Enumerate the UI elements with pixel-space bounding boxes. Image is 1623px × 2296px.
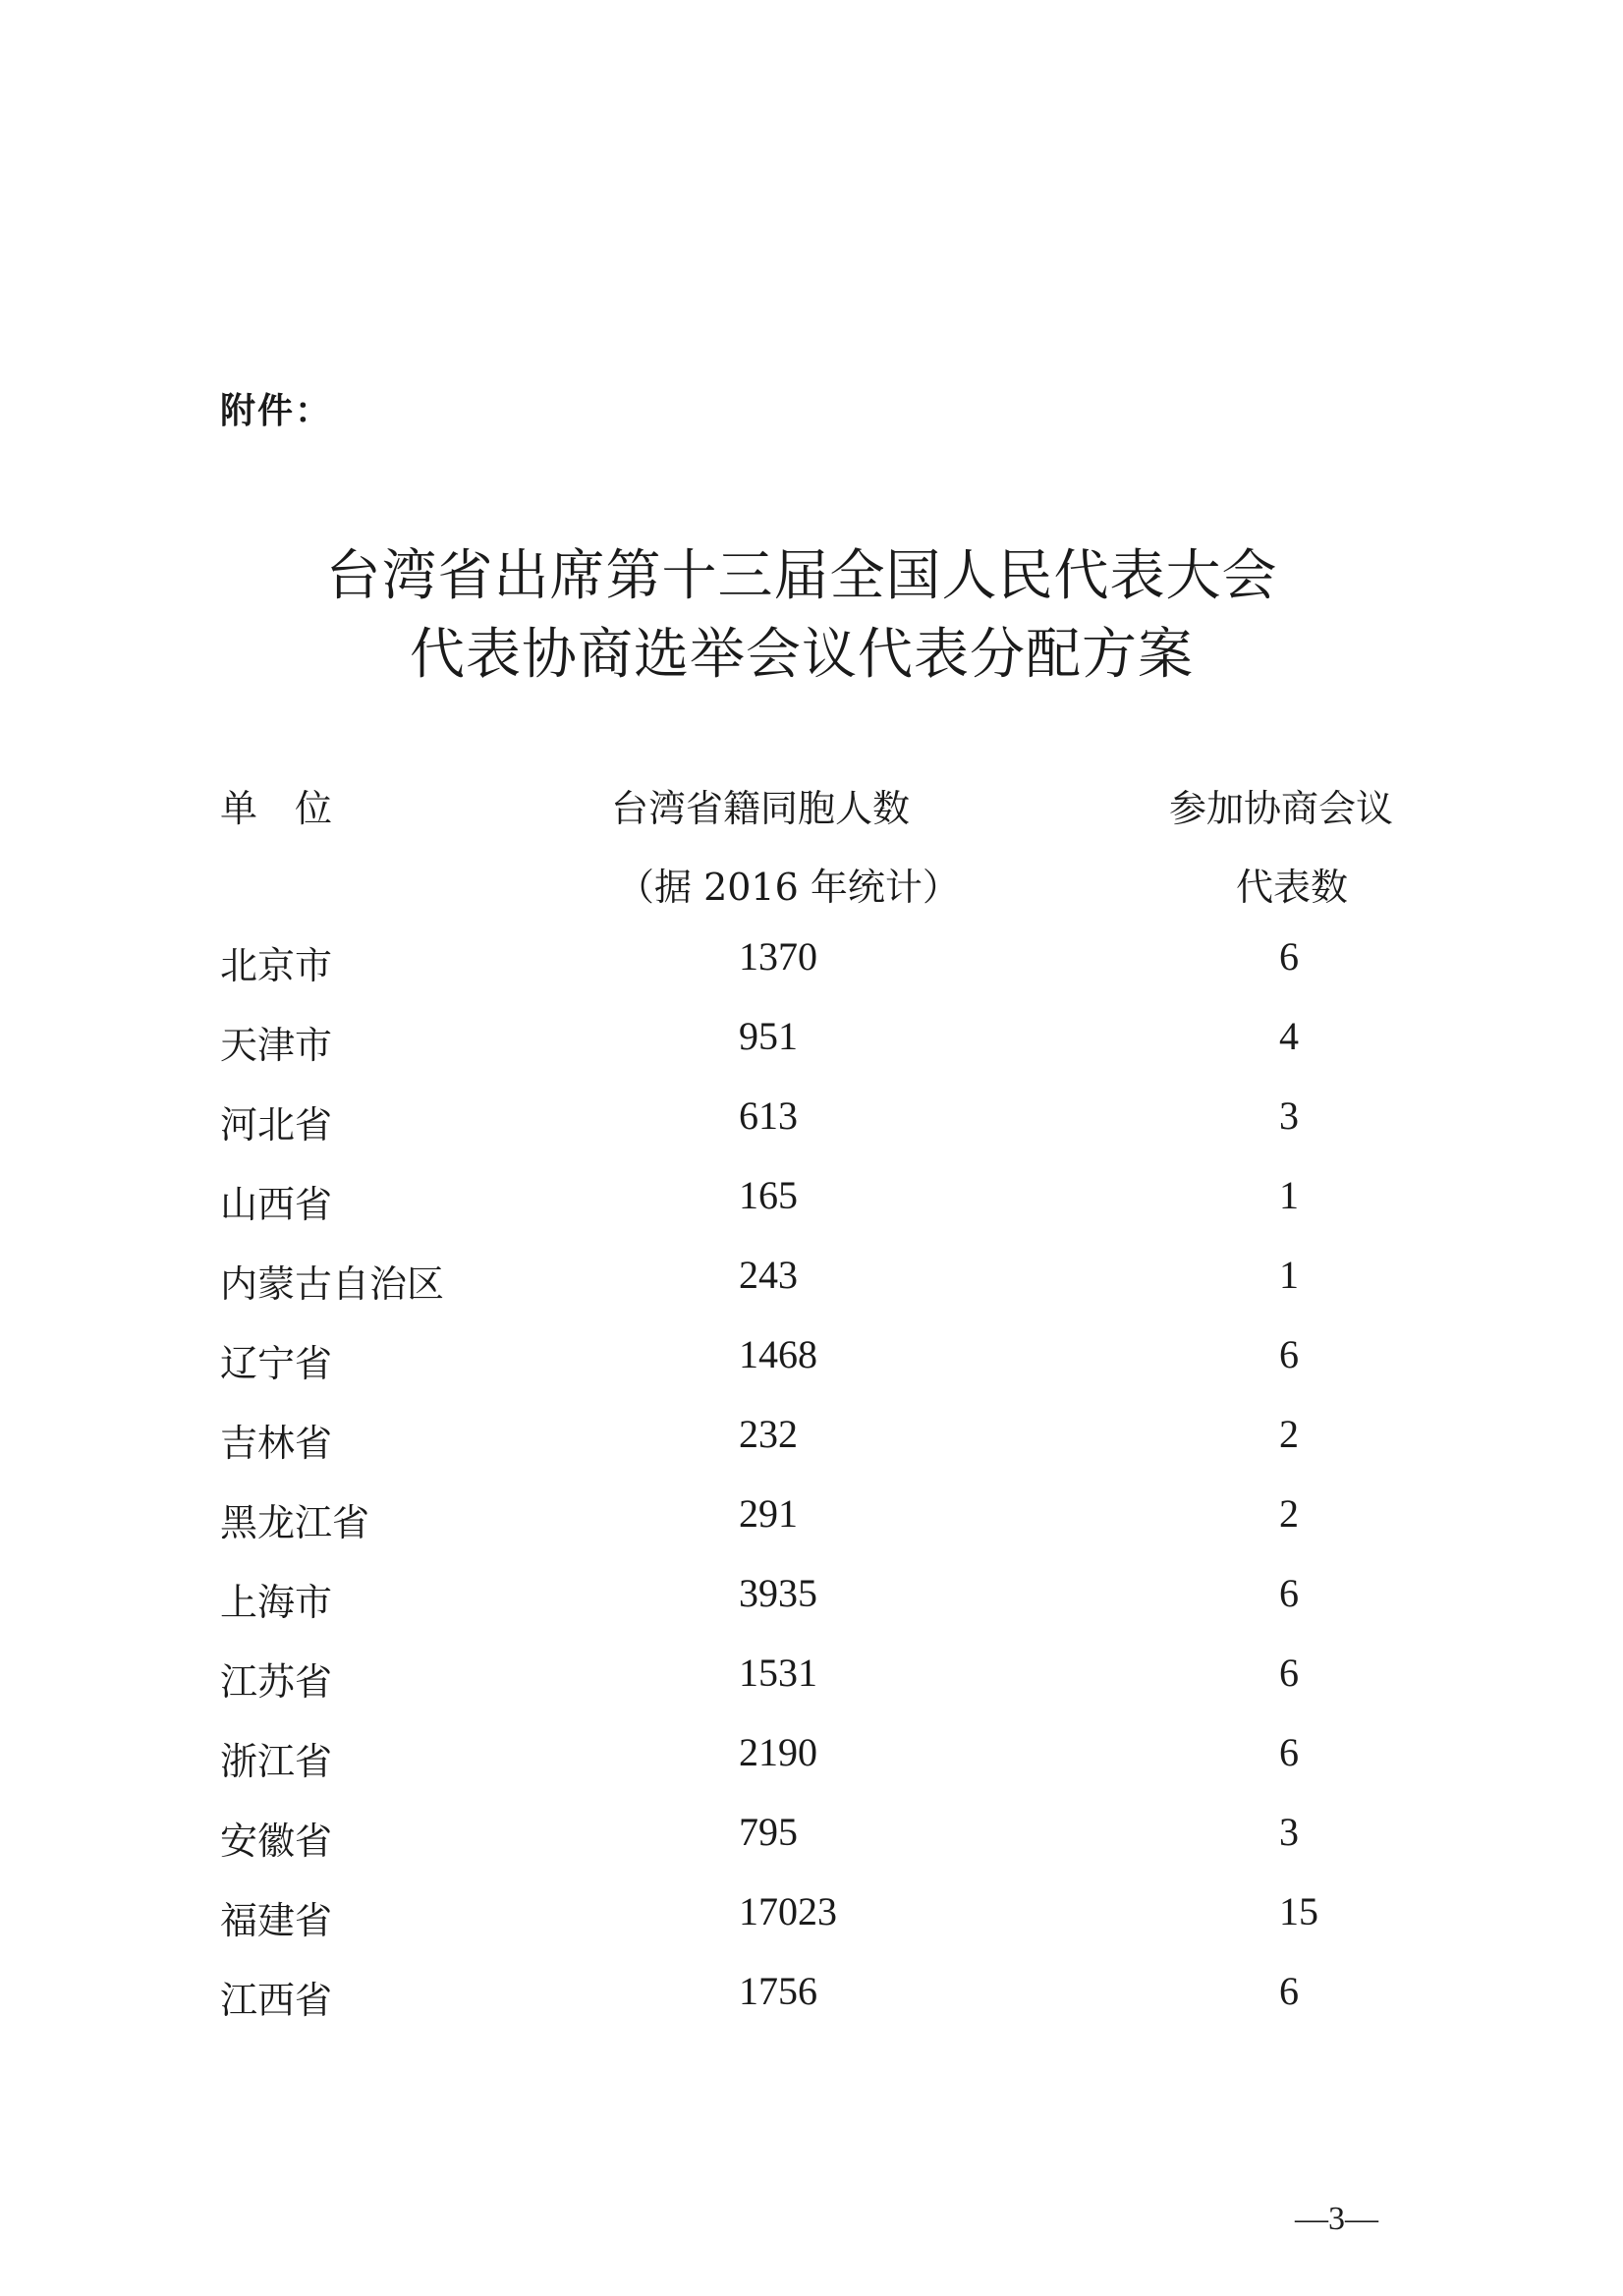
population-cell: 1756 bbox=[739, 1969, 817, 2013]
delegates-cell: 15 bbox=[1279, 1889, 1318, 1933]
population-cell: 1531 bbox=[739, 1651, 817, 1695]
population-cell: 1370 bbox=[739, 934, 817, 979]
unit-cell: 江西省 bbox=[220, 1979, 333, 2022]
delegates-cell: 3 bbox=[1279, 1810, 1299, 1854]
population-cell: 291 bbox=[739, 1491, 798, 1536]
population-cell: 951 bbox=[739, 1014, 798, 1058]
delegates-cell: 6 bbox=[1279, 1651, 1299, 1695]
unit-cell: 浙江省 bbox=[220, 1740, 333, 1783]
delegates-cell: 1 bbox=[1279, 1253, 1299, 1297]
unit-cell: 天津市 bbox=[220, 1024, 333, 1067]
page-number: —3— bbox=[1295, 2201, 1378, 2237]
population-cell: 232 bbox=[739, 1412, 798, 1456]
population-cell: 243 bbox=[739, 1253, 798, 1297]
attachment-label: 附件： bbox=[220, 391, 333, 431]
unit-cell: 上海市 bbox=[220, 1581, 333, 1624]
unit-cell: 吉林省 bbox=[220, 1422, 333, 1465]
delegates-cell: 2 bbox=[1279, 1412, 1299, 1456]
header-population: 台湾省籍同胞人数 bbox=[611, 787, 911, 830]
unit-cell: 北京市 bbox=[220, 944, 333, 987]
document-title-line-2: 代表协商选举会议代表分配方案 bbox=[410, 623, 1194, 687]
delegates-cell: 4 bbox=[1279, 1014, 1299, 1058]
delegates-cell: 1 bbox=[1279, 1173, 1299, 1217]
unit-cell: 内蒙古自治区 bbox=[220, 1262, 445, 1306]
delegates-cell: 6 bbox=[1279, 1969, 1299, 2013]
population-cell: 165 bbox=[739, 1173, 798, 1217]
delegates-cell: 6 bbox=[1279, 934, 1299, 979]
population-cell: 1468 bbox=[739, 1332, 817, 1376]
header-unit: 单 位 bbox=[220, 787, 333, 830]
unit-cell: 黑龙江省 bbox=[220, 1501, 370, 1544]
population-cell: 795 bbox=[739, 1810, 798, 1854]
unit-cell: 山西省 bbox=[220, 1183, 333, 1226]
population-cell: 17023 bbox=[739, 1889, 837, 1933]
population-cell: 3935 bbox=[739, 1571, 817, 1615]
unit-cell: 福建省 bbox=[220, 1899, 333, 1942]
delegates-cell: 6 bbox=[1279, 1730, 1299, 1774]
delegates-cell: 2 bbox=[1279, 1491, 1299, 1536]
delegates-cell: 6 bbox=[1279, 1332, 1299, 1376]
population-cell: 2190 bbox=[739, 1730, 817, 1774]
unit-cell: 安徽省 bbox=[220, 1820, 333, 1863]
header-delegates: 参加协商会议 bbox=[1169, 787, 1394, 830]
unit-cell: 江苏省 bbox=[220, 1660, 333, 1704]
population-cell: 613 bbox=[739, 1093, 798, 1138]
unit-cell: 河北省 bbox=[220, 1103, 333, 1147]
unit-cell: 辽宁省 bbox=[220, 1342, 333, 1385]
delegates-cell: 6 bbox=[1279, 1571, 1299, 1615]
delegates-cell: 3 bbox=[1279, 1093, 1299, 1138]
header-population-note: （据 2016 年统计） bbox=[617, 866, 960, 909]
document-title-line-1: 台湾省出席第十三届全国人民代表大会 bbox=[325, 544, 1278, 608]
header-delegates-line2: 代表数 bbox=[1236, 866, 1349, 909]
